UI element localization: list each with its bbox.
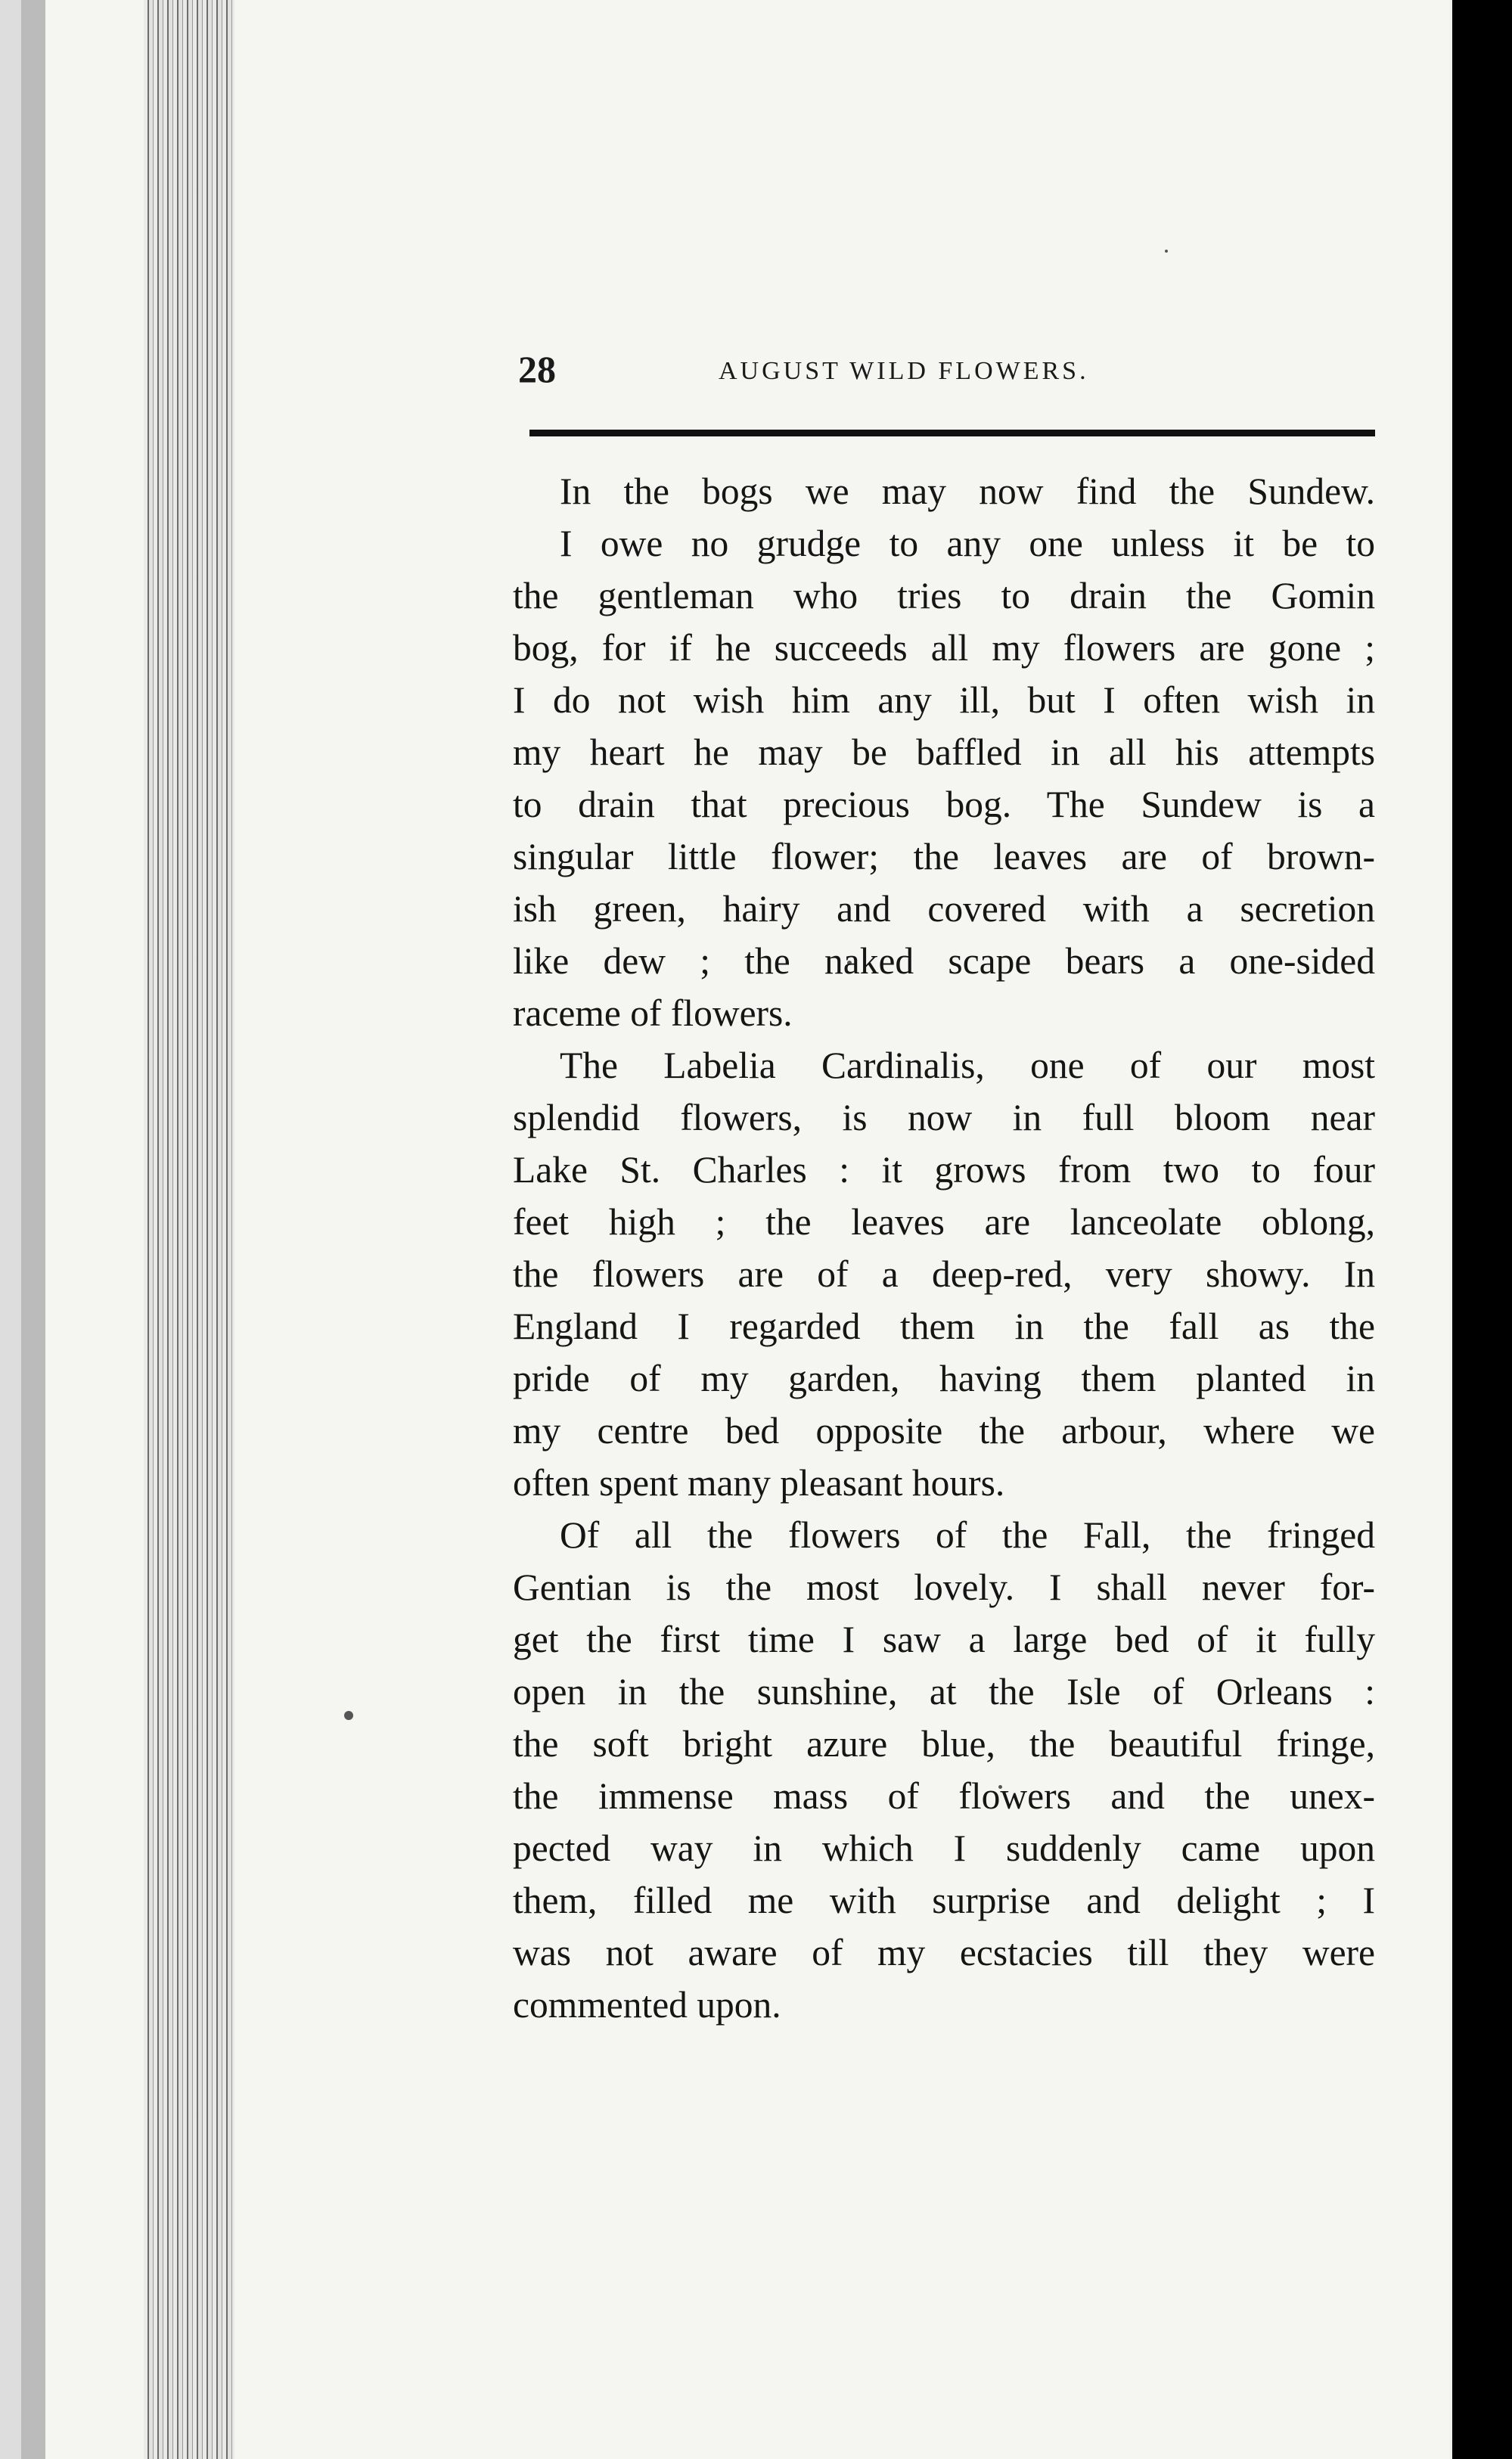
text-line: I owe no grudge to any one unless it be to — [560, 523, 1375, 564]
text-line: Lake St. Charles : it grows from two to four — [513, 1149, 1375, 1191]
text-line: get the first time I saw a large bed of it fully — [513, 1619, 1375, 1660]
text-line: Gentian is the most lovely. I shall never for- — [513, 1566, 1375, 1608]
page-number: 28 — [518, 348, 556, 390]
text-line: open in the sunshine, at the Isle of Orleans : — [513, 1671, 1375, 1712]
text-line: to drain that precious bog. The Sundew is a — [513, 784, 1375, 825]
text-line: my heart he may be baffled in all his attempts — [513, 731, 1375, 773]
page-edges — [144, 0, 234, 2459]
header-rule — [529, 430, 1375, 436]
text-line: the flowers are of a deep-red, very showy. In — [513, 1253, 1375, 1295]
text-line: the gentleman who tries to drain the Gomin — [513, 575, 1375, 616]
text-line: like dew ; the naked scape bears a one-sided — [513, 940, 1375, 982]
text-line: raceme of flowers. — [513, 992, 793, 1034]
book-binding — [0, 0, 45, 2459]
scan-border-right — [1452, 0, 1512, 2459]
text-line: often spent many pleasant hours. — [513, 1462, 1005, 1504]
text-line: the soft bright azure blue, the beautiful fringe, — [513, 1723, 1375, 1765]
text-line: ish green, hairy and covered with a secretion — [513, 888, 1375, 930]
text-line: England I regarded them in the fall as the — [513, 1306, 1375, 1347]
text-line: the immense mass of flowers and the unex- — [513, 1775, 1375, 1817]
text-line: feet high ; the leaves are lanceolate oblong, — [513, 1201, 1375, 1243]
text-line: bog, for if he succeeds all my flowers are gone ; — [513, 627, 1375, 669]
text-line: I do not wish him any ill, but I often wish in — [513, 679, 1375, 721]
text-line: pride of my garden, having them planted in — [513, 1358, 1375, 1399]
text-line: singular little flower; the leaves are of brown- — [513, 836, 1375, 877]
page-header — [518, 346, 1380, 392]
running-title: AUGUST WILD FLOWERS. — [719, 357, 1089, 385]
text-line: splendid flowers, is now in full bloom near — [513, 1097, 1375, 1138]
text-line: was not aware of my ecstacies till they were — [513, 1932, 1375, 1973]
body-text — [513, 465, 1375, 2031]
text-line: my centre bed opposite the arbour, where we — [513, 1410, 1375, 1451]
text-line: pected way in which I suddenly came upon — [513, 1827, 1375, 1869]
text-line: commented upon. — [513, 1984, 781, 2026]
text-line: The Labelia Cardinalis, one of our most — [560, 1045, 1375, 1086]
text-line: Of all the flowers of the Fall, the fringed — [560, 1514, 1375, 1556]
text-line: In the bogs we may now find the Sundew. — [560, 470, 1375, 512]
text-line: them, filled me with surprise and delight ; I — [513, 1880, 1375, 1921]
